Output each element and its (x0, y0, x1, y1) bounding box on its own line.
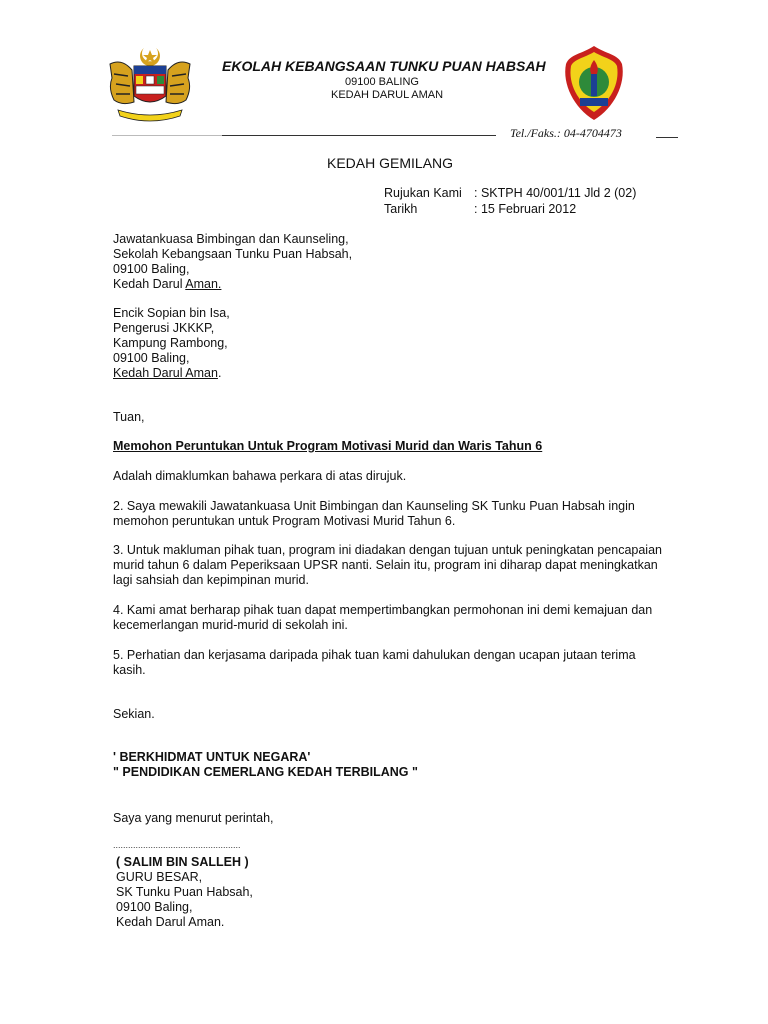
reference-value: : SKTPH 40/001/11 Jld 2 (02) (474, 186, 637, 200)
sender-address-line (113, 277, 221, 292)
paragraph-intro: Adalah dimaklumkan bahawa perkara di atas dirujuk. (113, 469, 407, 483)
paragraph-4-line: 4. Kami amat berharap pihak tuan dapat mempertimbangkan permohonan ini demi kemajuan dan (113, 603, 653, 617)
recipient-address-line: 09100 Baling, (113, 351, 190, 365)
recipient-address-line: Pengerusi JKKKP, (113, 321, 215, 335)
signatory-address-line: SK Tunku Puan Habsah, (116, 885, 253, 899)
header-rule-thin (112, 135, 222, 136)
recipient-address-line: Kampung Rambong, (113, 336, 228, 350)
sender-address-state-underlined: Aman. (185, 277, 222, 291)
paragraph-5-line: kasih. (113, 663, 146, 677)
letter-subject: Memohon Peruntukan Untuk Program Motivasi Murid dan Waris Tahun 6 (113, 439, 543, 453)
sender-address-line: Sekolah Kebangsaan Tunku Puan Habsah, (113, 247, 353, 261)
salutation: Tuan, (113, 410, 145, 424)
sender-address-line: 09100 Baling, (113, 262, 190, 276)
school-name: EKOLAH KEBANGSAAN TUNKU PUAN HABSAH (222, 58, 546, 74)
paragraph-2-line: memohon peruntukan untuk Program Motivasi Murid Tahun 6. (113, 514, 456, 528)
paragraph-2-line: 2. Saya mewakili Jawatankuasa Unit Bimbingan dan Kaunseling SK Tunku Puan Habsah ingin (113, 499, 635, 513)
coat-of-arms-logo (104, 44, 196, 124)
signature-intro: Saya yang menurut perintah, (113, 811, 274, 825)
slogan-berkhidmat: ' BERKHIDMAT UNTUK NEGARA' (113, 750, 311, 764)
recipient-address-state: Kedah Darul Aman (113, 366, 218, 380)
signatory-address-line: 09100 Baling, (116, 900, 193, 914)
state-name: KEDAH DARUL AMAN (331, 89, 444, 101)
signatory-address-line: Kedah Darul Aman. (116, 915, 225, 929)
slogan-pendidikan: " PENDIDIKAN CEMERLANG KEDAH TERBILANG " (113, 765, 418, 779)
paragraph-3-line: lagi sahsiah dan kepimpinan murid. (113, 573, 309, 587)
paragraph-5-line: 5. Perhatian dan kerjasama daripada pihak tuan kami dahulukan dengan ucapan jutaan terima (113, 648, 636, 662)
date-value: : 15 Februari 2012 (474, 202, 577, 216)
recipient-address-line: Encik Sopian bin Isa, (113, 306, 230, 320)
recipient-address-line (113, 366, 221, 381)
closing: Sekian. (113, 707, 155, 721)
paragraph-3-line: 3. Untuk makluman pihak tuan, program ini diadakan dengan tujuan untuk peningkatan pencapaian (113, 543, 662, 557)
paragraph-4-line: kecemerlangan murid-murid di sekolah ini. (113, 618, 348, 632)
sender-address-line: Jawatankuasa Bimbingan dan Kaunseling, (113, 232, 349, 246)
tel-fax: Tel./Faks.: 04-4704473 (510, 126, 622, 140)
signatory-title: GURU BESAR, (116, 870, 203, 884)
signature-dotted-line: ................................................... (113, 840, 241, 850)
signatory-name: ( SALIM BIN SALLEH ) (116, 855, 249, 869)
reference-label: Rujukan Kami (384, 186, 462, 200)
header-rule (222, 135, 496, 136)
sender-address-state: Kedah Darul (113, 277, 186, 291)
tel-fax-rule (656, 137, 678, 138)
postcode-town: 09100 BALING (345, 76, 419, 88)
school-badge-logo (562, 44, 626, 122)
date-label: Tarikh (384, 202, 418, 216)
motto: KEDAH GEMILANG (327, 155, 454, 171)
paragraph-3-line: murid tahun 6 dalam Peperiksaan UPSR nanti. Selain itu, program ini diharap dapat meningkatkan (113, 558, 658, 572)
recipient-address-period: . (217, 366, 222, 380)
